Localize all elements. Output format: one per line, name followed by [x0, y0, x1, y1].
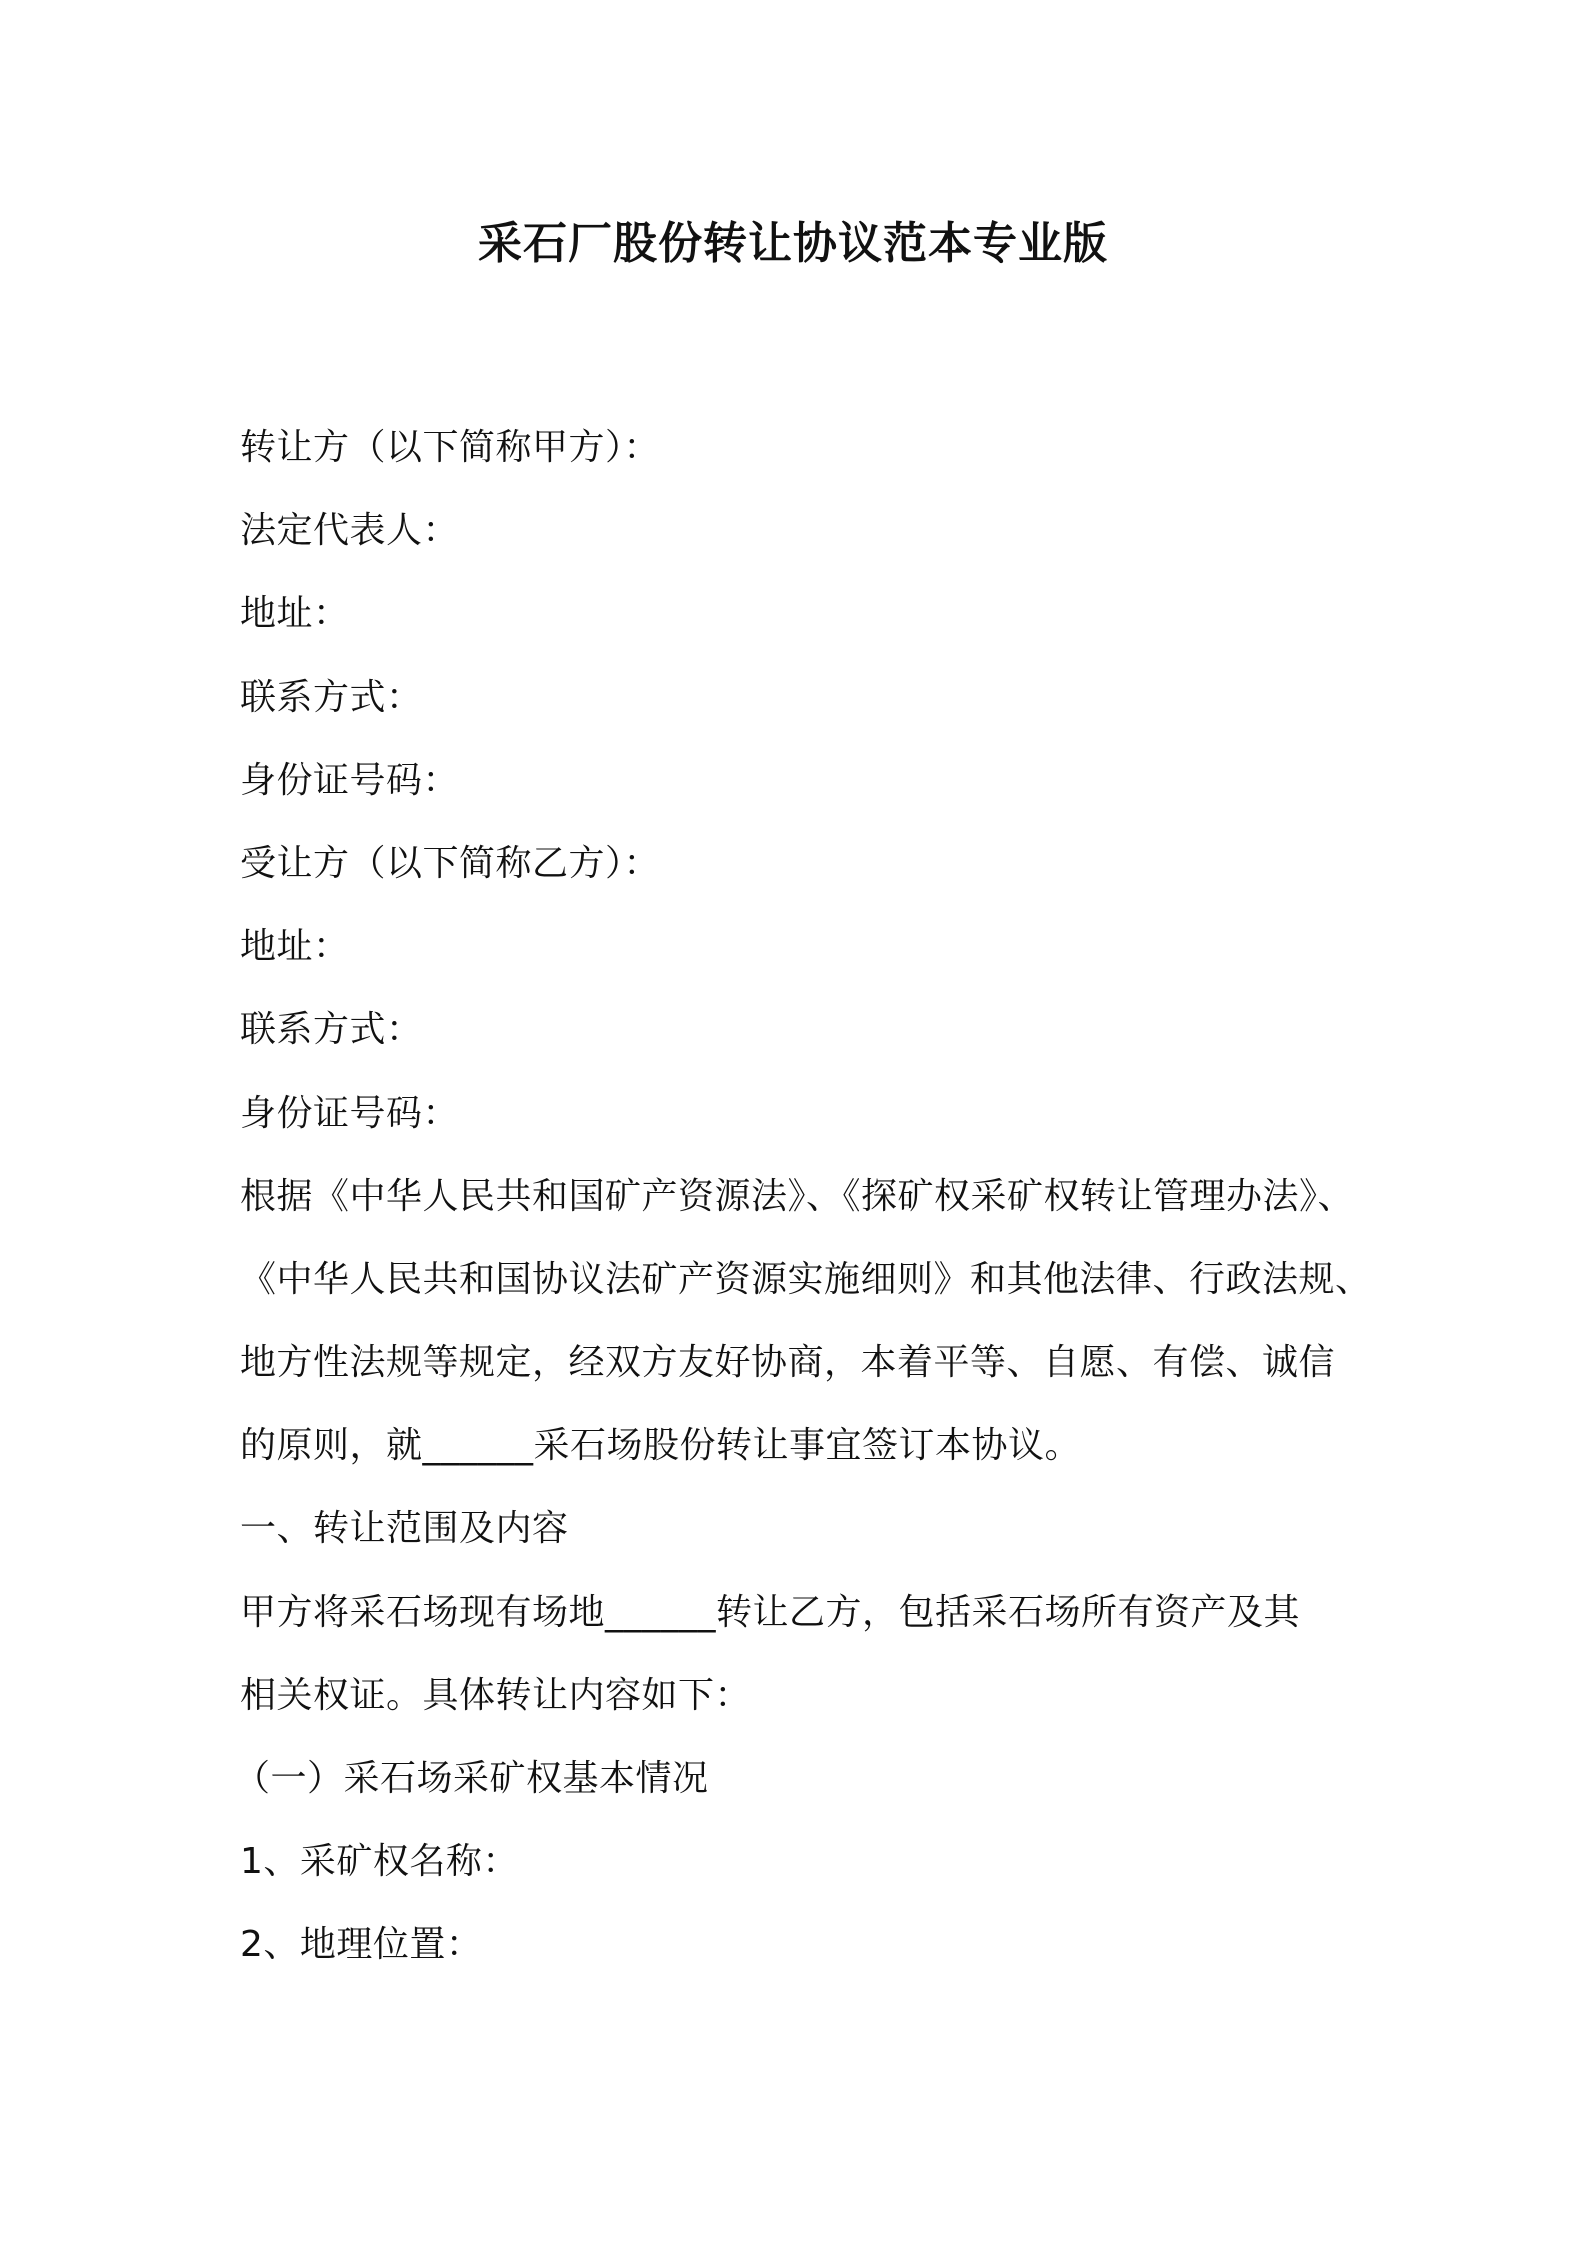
section-paragraph-line: 相关权证。具体转让内容如下： — [240, 1674, 752, 1716]
list-item: 2、地理位置： — [240, 1924, 483, 1966]
section-heading: 一、转让范围及内容 — [240, 1508, 569, 1550]
section-paragraph-line: 甲方将采石场现有场地______转让乙方，包括采石场所有资产及其 — [240, 1591, 1301, 1633]
transferee-address-field-label: 地址： — [240, 926, 350, 968]
legal-representative-field-label: 法定代表人： — [240, 510, 460, 552]
list-item: 1、采矿权名称： — [240, 1841, 519, 1883]
transferee-contact-field-label: 联系方式： — [240, 1009, 423, 1051]
transferee-id-number-field-label: 身份证号码： — [240, 1092, 460, 1134]
document-title: 采石厂股份转让协议范本专业版 — [478, 218, 1108, 269]
subsection-heading: （一）采石场采矿权基本情况 — [234, 1758, 709, 1799]
transferor-address-field-label: 地址： — [240, 593, 350, 635]
transferor-field-label: 转让方（以下简称甲方）： — [240, 427, 661, 468]
document-body — [234, 406, 1372, 1987]
transferor-contact-field-label: 联系方式： — [240, 676, 423, 718]
preamble-paragraph-line: 根据《中华人民共和国矿产资源法》、《探矿权采矿权转让管理办法》、 — [240, 1175, 1355, 1217]
preamble-paragraph-line: 的原则，就______采石场股份转让事宜签订本协议。 — [240, 1425, 1082, 1467]
transferee-field-label: 受让方（以下简称乙方）： — [240, 842, 661, 884]
preamble-paragraph-line: 《中华人民共和国协议法矿产资源实施细则》和其他法律、行政法规、 — [240, 1258, 1372, 1300]
preamble-paragraph-line: 地方性法规等规定，经双方友好协商，本着平等、自愿、有偿、诚信 — [240, 1342, 1336, 1384]
transferor-id-number-field-label: 身份证号码： — [240, 759, 460, 801]
